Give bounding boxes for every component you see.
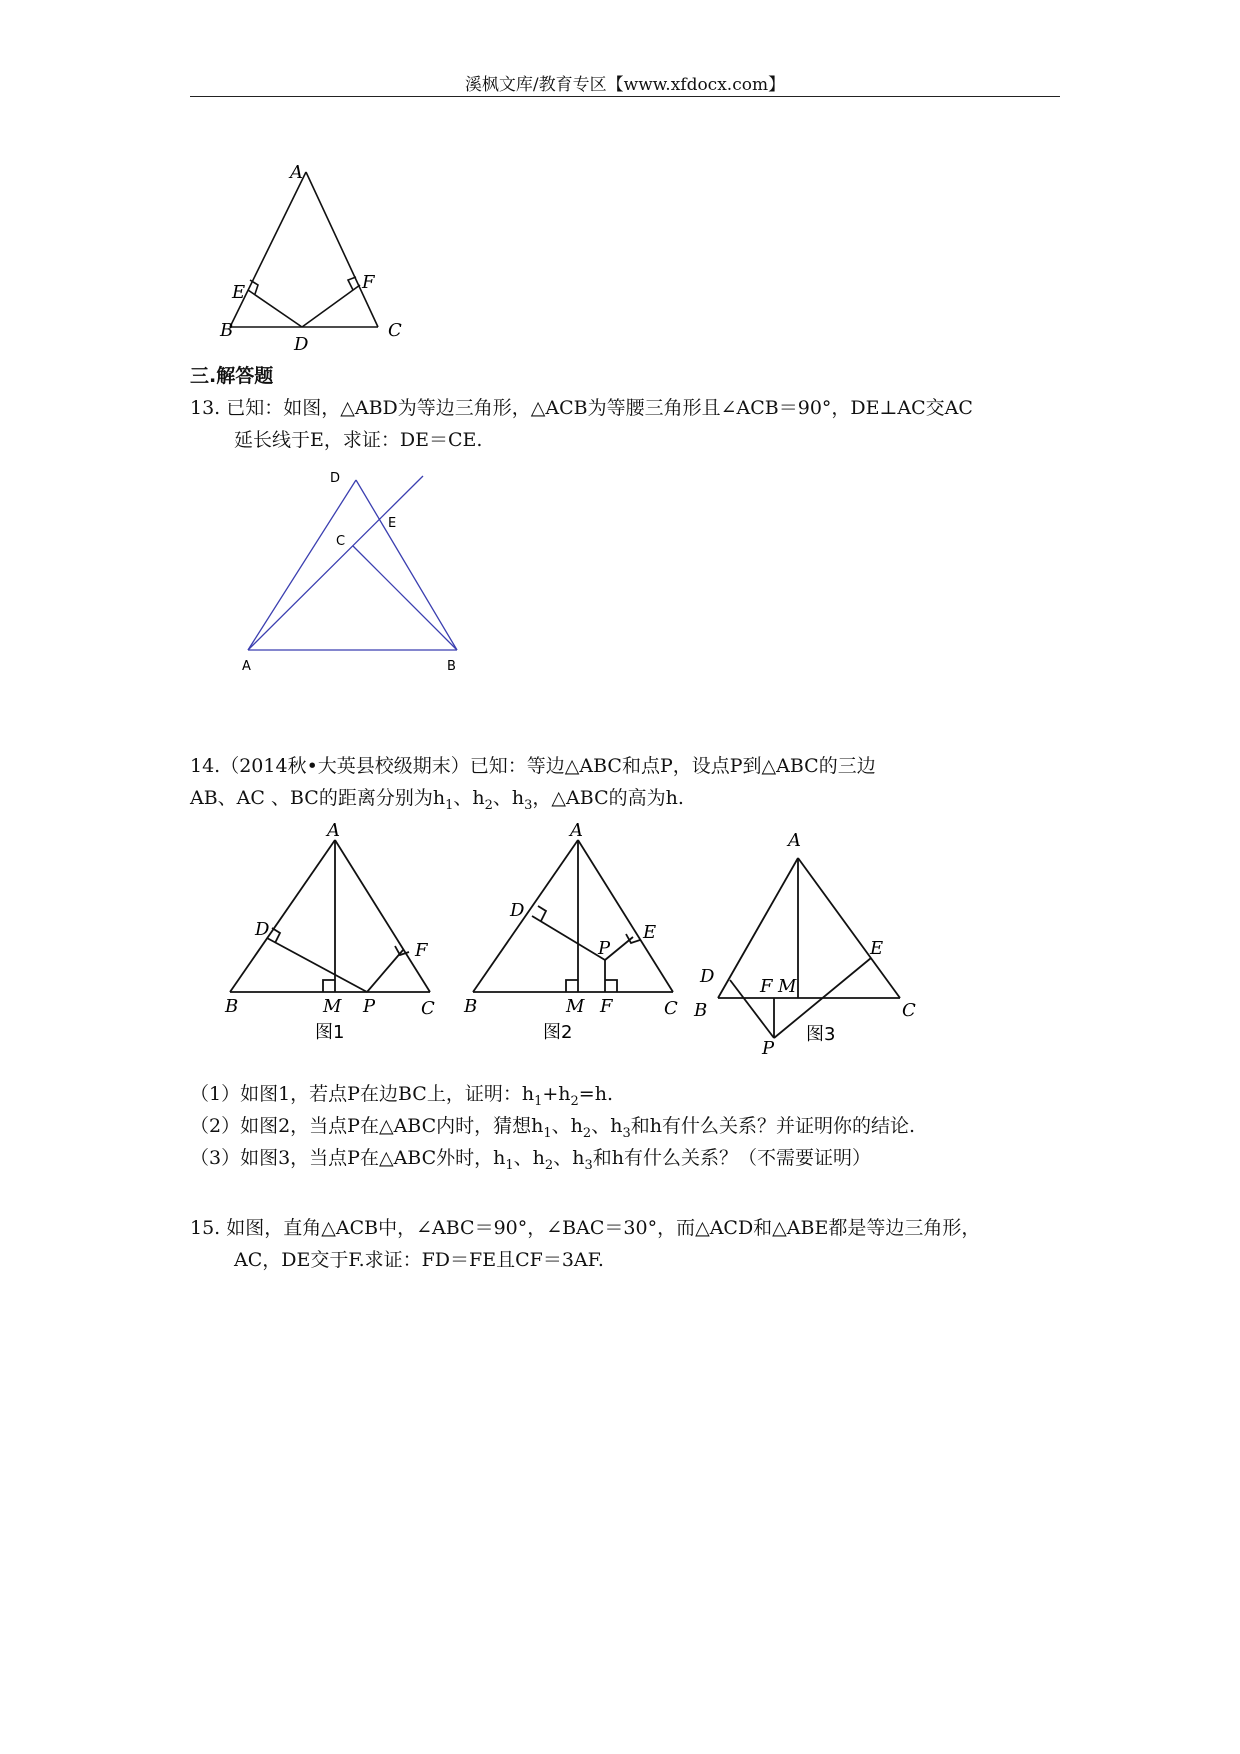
- figure-q14-2: [458, 820, 688, 1050]
- q14-line2: AB、AC 、BC的距离分别为$h_1$、$h_2$、$h_3$，△ABC的高为h.: [190, 787, 684, 813]
- label-d: D: [510, 900, 525, 921]
- label-d: D: [330, 471, 341, 486]
- label-c: C: [664, 998, 678, 1019]
- page-header: 溪枫文库/教育专区【www.xfdocx.com】: [464, 75, 786, 95]
- caption-fig3: 图3: [806, 1024, 836, 1045]
- label-e: E: [232, 282, 246, 303]
- label-a: A: [570, 820, 583, 841]
- label-a: A: [327, 820, 340, 841]
- label-m: M: [778, 976, 797, 997]
- q14-line1: 14.（2014秋•大英县校级期末）已知：等边△ABC和点P，设点P到△ABC的三边: [190, 755, 876, 777]
- edge-ac: [306, 172, 378, 327]
- header-rule: [190, 96, 1060, 97]
- figure-q14-1: [215, 820, 445, 1050]
- label-a: A: [788, 830, 801, 851]
- q14-part1: （1）如图1，若点P在边BC上，证明：$h_1+h_2=h$.: [190, 1083, 613, 1109]
- q15-line1: 15. 如图，直角△ACB中，∠ABC＝90°，∠BAC＝30°，而△ACD和△ABE都是等边三角形，: [190, 1217, 981, 1239]
- q14-part3: （3）如图3，当点P在△ABC外时，$h_1$、$h_2$、$h_3$和h有什么关系？（不需要证明）: [190, 1147, 871, 1173]
- label-m: M: [566, 996, 585, 1017]
- label-e: E: [388, 516, 397, 531]
- label-f: F: [760, 976, 773, 997]
- label-c: C: [902, 1000, 916, 1021]
- label-d: D: [294, 334, 309, 355]
- figure-q13: [230, 462, 460, 682]
- line-ae: [248, 476, 423, 650]
- label-c: C: [421, 998, 435, 1019]
- label-d: D: [255, 919, 270, 940]
- label-b: B: [447, 659, 456, 674]
- label-b: B: [220, 320, 234, 341]
- label-e: E: [870, 938, 884, 959]
- caption-fig2: 图2: [543, 1022, 573, 1043]
- label-p: P: [598, 938, 611, 959]
- section-title: 三.解答题: [190, 365, 274, 387]
- label-c: C: [336, 534, 346, 549]
- segment-de: [248, 290, 302, 327]
- label-d: D: [700, 966, 715, 987]
- q15-line2: AC，DE交于F.求证：FD＝FE且CF＝3AF.: [234, 1249, 604, 1271]
- q14-part2: （2）如图2，当点P在△ABC内时，猜想$h_1$、$h_2$、$h_3$和h有什么关系？并证明你的结论.: [190, 1115, 916, 1141]
- label-m: M: [323, 996, 342, 1017]
- q13-line2: 延长线于E，求证：DE＝CE.: [234, 429, 483, 451]
- q13-line1: 13. 已知：如图，△ABD为等边三角形，△ACB为等腰三角形且∠ACB＝90°，DE⊥AC交AC: [190, 397, 973, 419]
- label-p: P: [762, 1038, 775, 1059]
- figure-q12: [210, 160, 420, 360]
- label-a: A: [290, 162, 303, 183]
- label-f: F: [362, 272, 375, 293]
- label-b: B: [464, 996, 478, 1017]
- caption-fig1: 图1: [315, 1022, 345, 1043]
- label-b: B: [225, 996, 239, 1017]
- label-f: F: [415, 940, 428, 961]
- edge-da: [248, 480, 356, 650]
- label-f: F: [600, 996, 613, 1017]
- figure-q14-3: [688, 820, 928, 1060]
- label-p: P: [363, 996, 376, 1017]
- label-a: A: [242, 659, 251, 674]
- label-e: E: [643, 922, 657, 943]
- label-b: B: [694, 1000, 708, 1021]
- label-c: C: [388, 320, 402, 341]
- segment-df: [302, 285, 360, 327]
